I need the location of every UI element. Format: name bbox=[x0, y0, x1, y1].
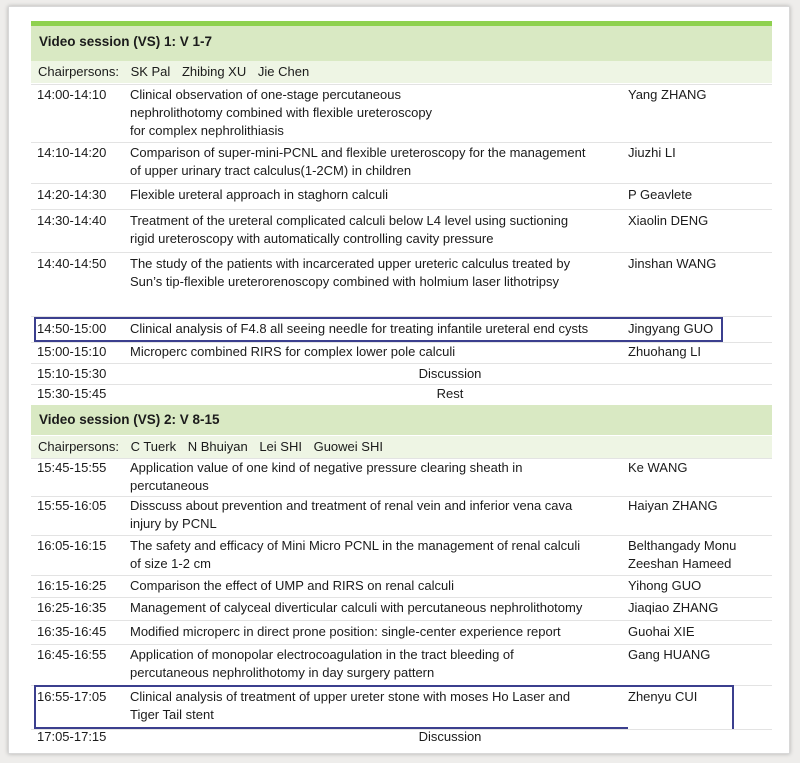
row-divider bbox=[31, 620, 772, 621]
talk-title-line: Application of monopolar electrocoagulation in the tract bleeding of bbox=[130, 647, 514, 662]
talk-time: 16:15-16:25 bbox=[37, 578, 107, 593]
talk-time: 15:00-15:10 bbox=[37, 344, 107, 359]
row-divider bbox=[31, 84, 772, 85]
talk-time: 16:05-16:15 bbox=[37, 538, 107, 553]
talk-title-line: Sun’s tip-flexible ureterorenoscopy combined with holmium laser lithotripsy bbox=[130, 274, 559, 289]
rest-label: Rest bbox=[436, 386, 464, 401]
talk-time: 15:30-15:45 bbox=[37, 386, 107, 401]
talk-speaker: Xiaolin DENG bbox=[628, 213, 709, 228]
talk-title-line: Treatment of the ureteral complicated calculi below L4 level using suctioning bbox=[130, 213, 569, 228]
row-divider bbox=[31, 209, 772, 210]
talk-title-line: Clinical analysis of F4.8 all seeing needle for treating infantile ureteral end cysts bbox=[130, 321, 589, 336]
talk-time: 14:00-14:10 bbox=[37, 87, 107, 102]
talk-speaker: Belthangady Monu bbox=[628, 538, 737, 553]
chairperson: Jie Chen bbox=[257, 64, 310, 79]
talk-speaker: Guohai XIE bbox=[628, 624, 695, 639]
talk-speaker: Jinshan WANG bbox=[628, 256, 717, 271]
chairpersons-row-1 bbox=[31, 61, 772, 83]
row-divider bbox=[31, 575, 772, 576]
talk-time: 16:35-16:45 bbox=[37, 624, 107, 639]
talk-time: 14:40-14:50 bbox=[37, 256, 107, 271]
session-title: Video session (VS) 2: V 8-15 bbox=[39, 412, 220, 427]
talk-title-line: rigid ureteroscopy with automatically controlling cavity pressure bbox=[130, 231, 494, 246]
talk-speaker: Ke WANG bbox=[628, 460, 688, 475]
talk-title-line: Modified microperc in direct prone position: single-center experience report bbox=[130, 624, 561, 639]
row-divider bbox=[31, 363, 772, 364]
talk-speaker: Yang ZHANG bbox=[628, 87, 707, 102]
row-divider bbox=[31, 183, 772, 184]
talk-title-line: percutaneous nephrolithotomy in day surgery pattern bbox=[130, 665, 435, 680]
discussion-label: Discussion bbox=[418, 366, 482, 381]
talk-title-line: percutaneous bbox=[130, 478, 209, 493]
talk-title-line: Disscuss about prevention and treatment of renal vein and inferior vena cava bbox=[130, 498, 573, 513]
session-header-2 bbox=[31, 405, 772, 435]
talk-time: 16:25-16:35 bbox=[37, 600, 107, 615]
talk-speaker: Zeeshan Hameed bbox=[628, 556, 732, 571]
talk-speaker: Gang HUANG bbox=[628, 647, 711, 662]
talk-time: 14:20-14:30 bbox=[37, 187, 107, 202]
talk-speaker: Jingyang GUO bbox=[628, 321, 714, 336]
chairperson: Zhibing XU bbox=[181, 64, 247, 79]
row-divider bbox=[31, 142, 772, 143]
chairperson: N Bhuiyan bbox=[187, 439, 248, 454]
talk-time: 15:45-15:55 bbox=[37, 460, 107, 475]
talk-speaker: Zhenyu CUI bbox=[628, 689, 698, 704]
talk-time: 15:10-15:30 bbox=[37, 366, 107, 381]
chairperson: Guowei SHI bbox=[313, 439, 383, 454]
chairpersons-row-2 bbox=[31, 436, 772, 458]
row-divider bbox=[31, 644, 772, 645]
talk-speaker: Zhuohang LI bbox=[628, 344, 702, 359]
session-header-1 bbox=[31, 26, 772, 61]
chairperson: SK Pal bbox=[130, 64, 171, 79]
talk-title-line: Comparison the effect of UMP and RIRS on renal calculi bbox=[130, 578, 454, 593]
talk-speaker: Jiuzhi LI bbox=[628, 145, 676, 160]
talk-time: 17:05-17:15 bbox=[37, 729, 107, 744]
session-title: Video session (VS) 1: V 1-7 bbox=[39, 34, 213, 49]
discussion-label: Discussion bbox=[418, 729, 482, 744]
talk-title-line: Tiger Tail stent bbox=[130, 707, 214, 722]
chairpersons-label: Chairpersons: bbox=[38, 439, 119, 454]
talk-title-line: Flexible ureteral approach in staghorn calculi bbox=[130, 187, 388, 202]
talk-title-line: Microperc combined RIRS for complex lower pole calculi bbox=[130, 344, 456, 359]
row-divider bbox=[31, 252, 772, 253]
chairperson: C Tuerk bbox=[130, 439, 177, 454]
talk-time: 15:55-16:05 bbox=[37, 498, 107, 513]
talk-title-line: Management of calyceal diverticular calculi with percutaneous nephrolithotomy bbox=[130, 600, 583, 615]
talk-title-line: Application value of one kind of negative pressure clearing sheath in bbox=[130, 460, 523, 475]
talk-speaker: Jiaqiao ZHANG bbox=[628, 600, 719, 615]
talk-title-line: of size 1-2 cm bbox=[130, 556, 211, 571]
talk-speaker: Haiyan ZHANG bbox=[628, 498, 718, 513]
talk-title-line: injury by PCNL bbox=[130, 516, 217, 531]
talk-title-line: Comparison of super-mini-PCNL and flexible ureteroscopy for the management bbox=[130, 145, 586, 160]
talk-time: 16:55-17:05 bbox=[37, 689, 107, 704]
chairperson: Lei SHI bbox=[259, 439, 302, 454]
talk-title-line: of upper urinary tract calculus(1-2CM) in children bbox=[130, 163, 412, 178]
talk-time: 14:50-15:00 bbox=[37, 321, 107, 336]
talk-title-line: The safety and efficacy of Mini Micro PCNL in the management of renal calculi bbox=[130, 538, 581, 553]
talk-speaker: Yihong GUO bbox=[628, 578, 702, 593]
talk-time: 14:30-14:40 bbox=[37, 213, 107, 228]
talk-title-line: Clinical analysis of treatment of upper ureter stone with moses Ho Laser and bbox=[130, 689, 571, 704]
row-divider bbox=[31, 597, 772, 598]
talk-title-line: The study of the patients with incarcerated upper ureteric calculus treated by bbox=[130, 256, 571, 271]
talk-title-line: Clinical observation of one-stage percutaneous bbox=[130, 87, 402, 102]
talk-time: 16:45-16:55 bbox=[37, 647, 107, 662]
chairpersons-label: Chairpersons: bbox=[38, 64, 119, 79]
talk-title-line: for complex nephrolithiasis bbox=[130, 123, 284, 138]
talk-title-line: nephrolithotomy combined with flexible ureteroscopy bbox=[130, 105, 433, 120]
row-divider bbox=[31, 535, 772, 536]
talk-speaker: P Geavlete bbox=[628, 187, 693, 202]
talk-time: 14:10-14:20 bbox=[37, 145, 107, 160]
